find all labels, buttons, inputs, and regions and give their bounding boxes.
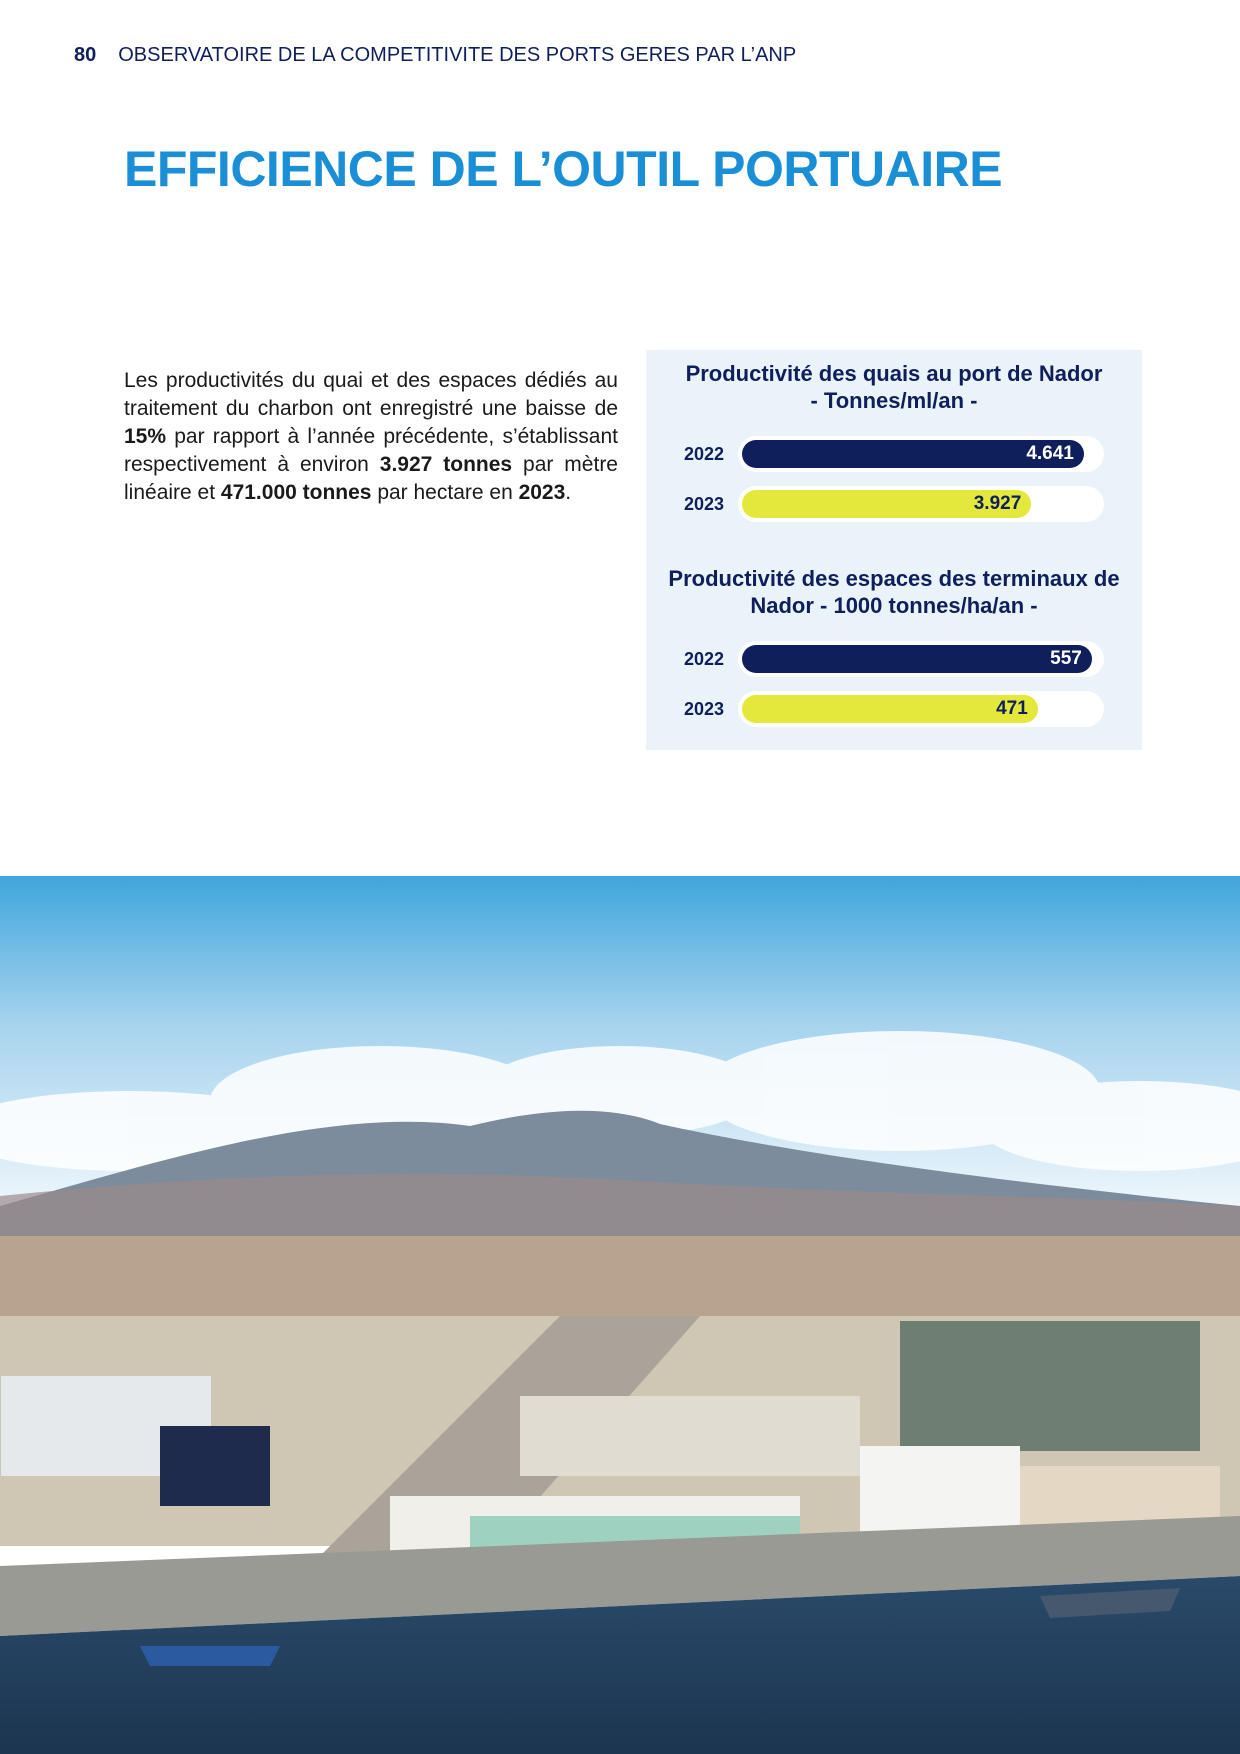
bar-row-2022 (646, 436, 1142, 472)
bar-category-label: 2022 (684, 649, 725, 669)
chart-title (646, 565, 1142, 619)
chart-title-line-1: Productivité des espaces des terminaux de (668, 566, 1120, 591)
body-text-5: . (565, 481, 572, 504)
body-text-1: Les productivités du quai et des espaces dédiés au traitement du charbon ont enregistré une baisse de (124, 369, 618, 420)
bar-value-label: 4.641 (1026, 443, 1074, 464)
body-bold-1: 15% (124, 425, 167, 448)
page-header (74, 44, 796, 67)
bar-2022 (742, 440, 1084, 468)
running-title: OBSERVATOIRE DE LA COMPETITIVITE DES PORTS GERES PAR L’ANP (118, 44, 797, 66)
charts-panel (646, 350, 1142, 750)
chart-title (646, 360, 1142, 414)
body-text-4: par hectare en (371, 481, 519, 504)
quay-productivity-chart (646, 360, 1142, 514)
bar-category-label: 2023 (684, 699, 725, 719)
bar-2022 (742, 645, 1092, 673)
bar-2023 (742, 490, 1031, 518)
page-number: 80 (74, 44, 97, 66)
bar-category-label: 2023 (684, 494, 725, 514)
chart-title-line-1: Productivité des quais au port de Nador (685, 361, 1103, 386)
bar-category-label: 2022 (684, 444, 725, 464)
body-bold-2: 3.927 tonnes (379, 453, 513, 476)
bar-value-label: 471 (996, 698, 1028, 719)
body-text-2: par rapport à l’année précédente, s’établissant respectivement à environ (124, 425, 618, 476)
body-paragraph (124, 367, 618, 507)
bar-row-2022 (646, 641, 1142, 677)
bar-row-2023 (646, 486, 1142, 522)
chart-title-line-2: - Tonnes/ml/an - (810, 388, 978, 413)
section-title: EFFICIENCE DE L’OUTIL PORTUAIRE (124, 141, 1003, 197)
body-bold-4: 2023 (518, 481, 566, 504)
bar-2023 (742, 695, 1038, 723)
bar-row-2023 (646, 691, 1142, 727)
bar-value-label: 557 (1050, 648, 1082, 669)
body-bold-3: 471.000 tonnes (220, 481, 372, 504)
terminal-space-productivity-chart (646, 565, 1142, 719)
body-text-3: par mètre linéaire et (124, 453, 618, 504)
chart-title-line-2: Nador - 1000 tonnes/ha/an - (750, 593, 1038, 618)
bar-value-label: 3.927 (973, 493, 1022, 514)
port-aerial-photo (0, 876, 1240, 1754)
